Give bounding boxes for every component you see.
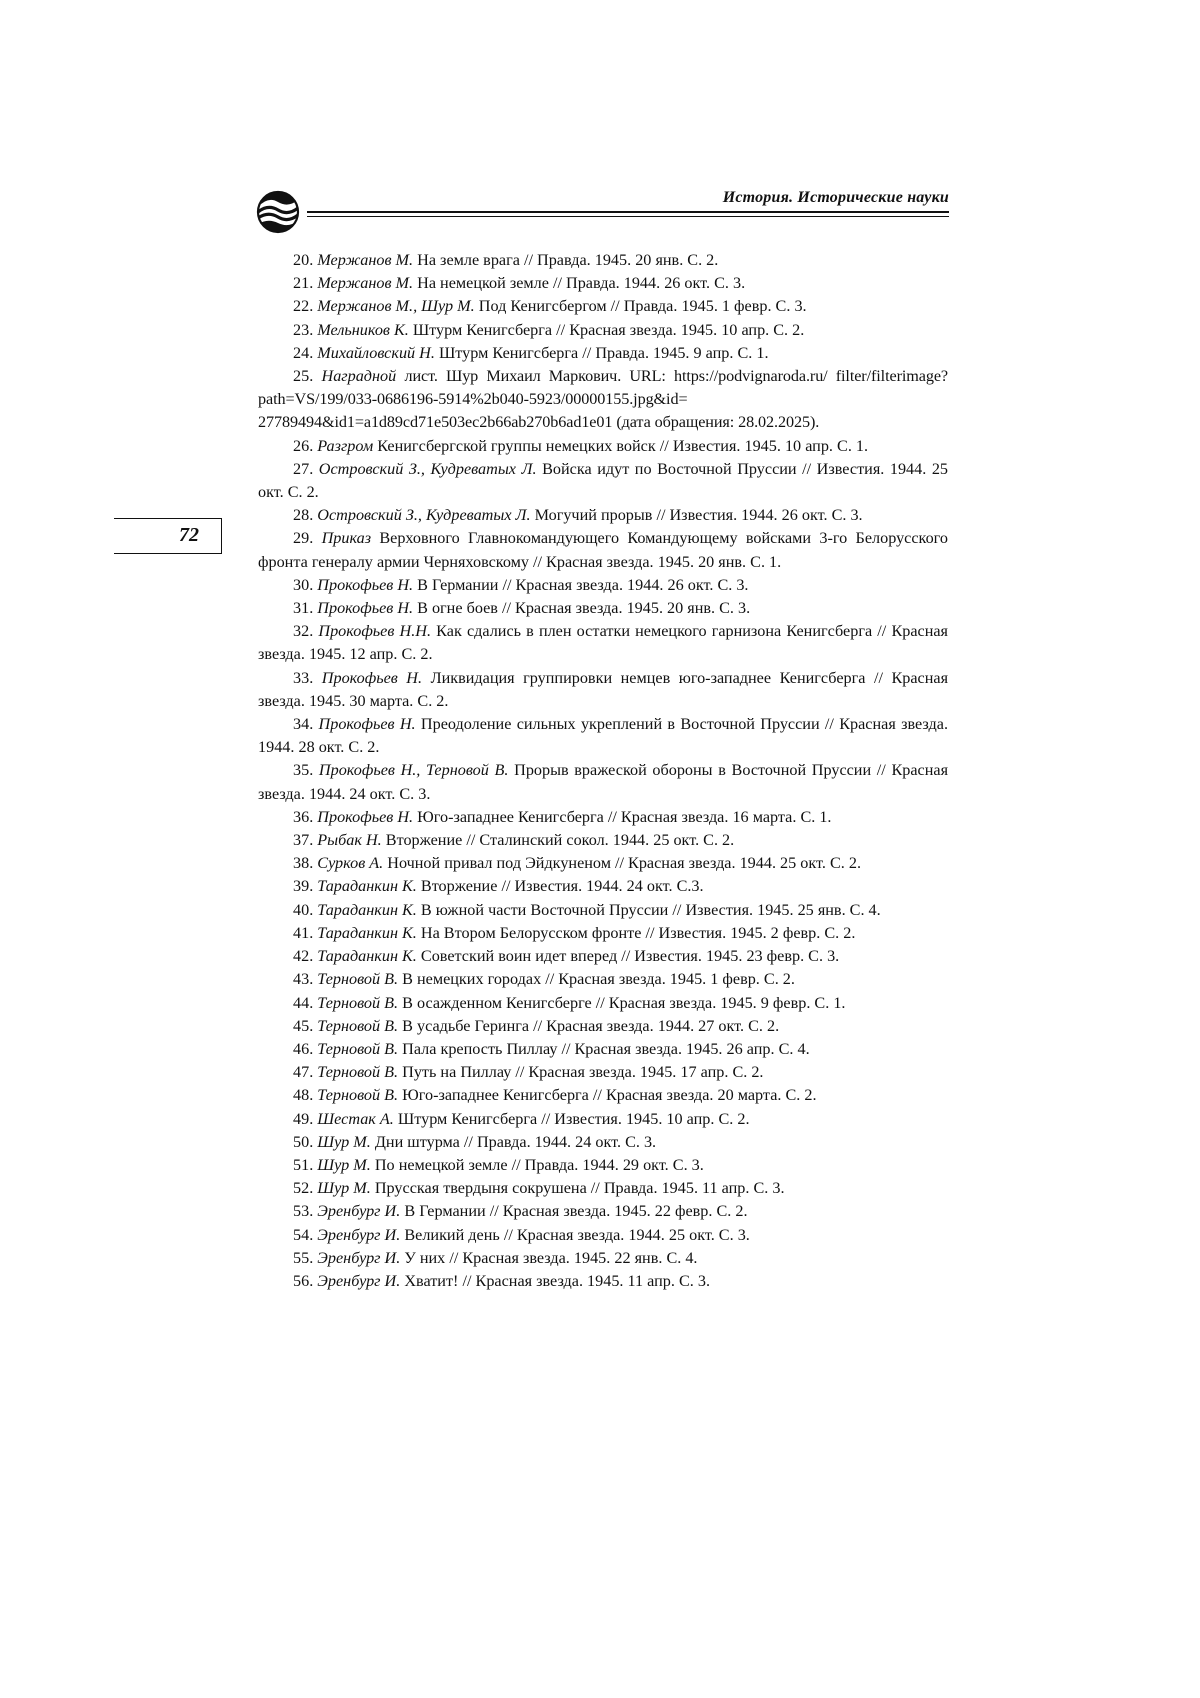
reference-author: Рыбак Н.: [317, 831, 382, 850]
reference-author: Эренбург И.: [317, 1202, 401, 1221]
reference-text: Юго-западнее Кенигсберга // Красная звезда. 16 марта. С. 1.: [417, 807, 832, 826]
reference-author: Терновой В.: [317, 1063, 399, 1082]
reference-text: Штурм Кенигсберга // Правда. 1945. 9 апр. С. 1.: [438, 343, 769, 362]
reference-author: Прокофьев Н.: [321, 668, 423, 687]
reference-item: [258, 992, 948, 1015]
reference-author: Островский З., Кудреватых Л.: [318, 459, 537, 478]
reference-item: [258, 945, 948, 968]
reference-item: [258, 319, 948, 342]
reference-author: Мержанов М.: [317, 251, 414, 269]
reference-author: Терновой В.: [317, 1039, 399, 1058]
reference-text: Прорыв вражеской обороны в Восточной Пруссии // Красная звезда. 1944. 24 окт. С. 3.: [258, 761, 949, 803]
reference-item: [258, 1224, 948, 1247]
reference-number: 30.: [293, 575, 314, 594]
reference-item: [258, 806, 948, 829]
reference-item: [258, 272, 948, 295]
reference-number: 55.: [293, 1248, 314, 1267]
reference-author: Разгром: [317, 436, 374, 455]
reference-number: 49.: [293, 1109, 314, 1128]
reference-text: Верховного Главнокомандующего Командующему войсками 3-го Белорусского фронта генералу армии Черняховскому // Красная звезда. 1945. 20 янв. С. 1.: [258, 529, 949, 571]
reference-text: Как сдались в плен остатки немецкого гарнизона Кенигсберга // Красная звезда. 1945. 12 апр. С. 2.: [258, 622, 949, 664]
reference-item: [258, 667, 948, 713]
page-number-box: [114, 518, 222, 554]
reference-author: Эренбург И.: [317, 1271, 401, 1290]
reference-number: 38.: [293, 854, 314, 873]
reference-text: Вторжение // Известия. 1944. 24 окт. С.3.: [420, 877, 704, 896]
reference-number: 29.: [293, 529, 314, 548]
reference-number: 33.: [293, 668, 314, 687]
reference-number: 23.: [293, 320, 314, 339]
reference-text: На немецкой земле // Правда. 1944. 26 окт. С. 3.: [417, 274, 746, 293]
reference-text: Штурм Кенигсберга // Известия. 1945. 10 апр. С. 2.: [397, 1109, 750, 1128]
reference-number: 24.: [293, 343, 314, 362]
reference-number: 25.: [293, 367, 314, 386]
reference-author: Сурков А.: [317, 854, 384, 873]
reference-author: Островский З., Кудреватых Л.: [317, 506, 531, 525]
reference-number: 41.: [293, 923, 314, 942]
reference-number: 45.: [293, 1016, 314, 1035]
page-number: 72: [179, 524, 199, 546]
reference-number: 52.: [293, 1179, 314, 1198]
reference-author: Шестак А.: [317, 1109, 394, 1128]
waves-circle-icon: [256, 190, 300, 234]
header-rule-thin: [307, 216, 949, 217]
reference-author: Мержанов М., Шур М.: [317, 297, 475, 316]
reference-number: 21.: [293, 274, 314, 293]
reference-number: 28.: [293, 506, 314, 525]
reference-item: [258, 1084, 948, 1107]
reference-author: Прокофьев Н.: [318, 715, 416, 734]
reference-author: Прокофьев Н.: [317, 575, 414, 594]
reference-text: Ночной привал под Эйдкуненом // Красная звезда. 1944. 25 окт. С. 2.: [387, 854, 862, 873]
reference-item: [258, 597, 948, 620]
reference-number: 37.: [293, 831, 314, 850]
reference-author: Наградной: [321, 367, 397, 386]
reference-number: 36.: [293, 807, 314, 826]
header-rule: [307, 211, 949, 213]
reference-item: [258, 295, 948, 318]
reference-item: [258, 713, 948, 759]
reference-number: 31.: [293, 599, 314, 618]
reference-item: [258, 1015, 948, 1038]
reference-item: [258, 620, 948, 666]
reference-author: Терновой В.: [317, 993, 399, 1012]
reference-number: 53.: [293, 1202, 314, 1221]
reference-number: 20.: [293, 251, 314, 269]
reference-item: [258, 1154, 948, 1177]
reference-author: Эренбург И.: [317, 1225, 401, 1244]
reference-item: [258, 435, 948, 458]
reference-text: Хватит! // Красная звезда. 1945. 11 апр. С. 3.: [404, 1271, 711, 1290]
reference-item: [258, 759, 948, 805]
reference-text: В осажденном Кенигсберге // Красная звезда. 1945. 9 февр. С. 1.: [402, 993, 846, 1012]
reference-author: Михайловский Н.: [317, 343, 435, 362]
reference-number: 34.: [293, 715, 314, 734]
reference-author: Тараданкин К.: [317, 923, 417, 942]
reference-author: Тараданкин К.: [317, 900, 417, 919]
reference-text: Советский воин идет вперед // Известия. 1945. 23 февр. С. 3.: [420, 947, 840, 966]
reference-text: Под Кенигсбергом // Правда. 1945. 1 февр. С. 3.: [478, 297, 807, 316]
reference-author: Прокофьев Н.: [317, 807, 414, 826]
reference-number: 48.: [293, 1086, 314, 1105]
reference-author: Прокофьев Н.: [317, 599, 414, 618]
reference-number: 26.: [293, 436, 314, 455]
reference-item: [258, 899, 948, 922]
reference-text: Юго-западнее Кенигсберга // Красная звезда. 20 марта. С. 2.: [402, 1086, 817, 1105]
reference-text: Дни штурма // Правда. 1944. 24 окт. С. 3.: [374, 1132, 657, 1151]
reference-text: В огне боев // Красная звезда. 1945. 20 янв. С. 3.: [417, 599, 751, 618]
reference-text: Могучий прорыв // Известия. 1944. 26 окт. С. 3.: [534, 506, 863, 525]
running-title: История. Исторические науки: [722, 189, 949, 206]
reference-number: 54.: [293, 1225, 314, 1244]
reference-item: [258, 527, 948, 573]
reference-author: Тараданкин К.: [317, 877, 417, 896]
reference-number: 51.: [293, 1155, 314, 1174]
reference-item: [258, 342, 948, 365]
reference-text: В южной части Восточной Пруссии // Известия. 1945. 25 янв. С. 4.: [420, 900, 881, 919]
reference-item: [258, 458, 948, 504]
reference-text: В усадьбе Геринга // Красная звезда. 1944. 27 окт. С. 2.: [402, 1016, 780, 1035]
reference-number: 47.: [293, 1063, 314, 1082]
reference-item: [258, 922, 948, 945]
reference-author: Прокофьев Н.Н.: [318, 622, 432, 641]
reference-number: 39.: [293, 877, 314, 896]
reference-number: 43.: [293, 970, 314, 989]
reference-text: По немецкой земле // Правда. 1944. 29 окт. С. 3.: [374, 1155, 704, 1174]
reference-text: Великий день // Красная звезда. 1944. 25 окт. С. 3.: [404, 1225, 750, 1244]
reference-author: Прокофьев Н., Терновой В.: [318, 761, 509, 780]
reference-item: [258, 1177, 948, 1200]
reference-text: На Втором Белорусском фронте // Известия. 1945. 2 февр. С. 2.: [420, 923, 856, 942]
reference-item: [258, 1061, 948, 1084]
reference-author: Тараданкин К.: [317, 947, 417, 966]
reference-author: Терновой В.: [317, 1016, 399, 1035]
reference-item: [258, 968, 948, 991]
reference-author: Терновой В.: [317, 1086, 399, 1105]
reference-item: [258, 1038, 948, 1061]
reference-text: Ликвидация группировки немцев юго-западнее Кенигсберга // Красная звезда. 1945. 30 марта. С. 2.: [258, 668, 949, 710]
reference-item: [258, 574, 948, 597]
reference-item: [258, 829, 948, 852]
reference-number: 56.: [293, 1271, 314, 1290]
reference-item: [258, 249, 948, 272]
reference-text: Пала крепость Пиллау // Красная звезда. 1945. 26 апр. С. 4.: [402, 1039, 810, 1058]
reference-text: Штурм Кенигсберга // Красная звезда. 1945. 10 апр. С. 2.: [412, 320, 805, 339]
reference-text: Войска идут по Восточной Пруссии // Известия. 1944. 25 окт. С. 2.: [258, 459, 949, 502]
reference-list: [258, 249, 948, 1293]
reference-number: 42.: [293, 947, 314, 966]
reference-number: 27.: [293, 459, 314, 478]
reference-item: [258, 1270, 948, 1293]
reference-author: Мержанов М.: [317, 274, 414, 293]
reference-author: Шур М.: [317, 1179, 371, 1198]
reference-text: У них // Красная звезда. 1945. 22 янв. С. 4.: [404, 1248, 698, 1267]
reference-number: 22.: [293, 297, 314, 316]
reference-text: В немецких городах // Красная звезда. 1945. 1 февр. С. 2.: [402, 970, 795, 989]
reference-text: В Германии // Красная звезда. 1945. 22 февр. С. 2.: [404, 1202, 748, 1221]
reference-text: На земле врага // Правда. 1945. 20 янв. С. 2.: [417, 251, 719, 269]
reference-item: [258, 1200, 948, 1223]
reference-item: [258, 504, 948, 527]
reference-number: 46.: [293, 1039, 314, 1058]
reference-author: Шур М.: [317, 1155, 371, 1174]
reference-text: В Германии // Красная звезда. 1944. 26 окт. С. 3.: [417, 575, 749, 594]
reference-item: [258, 1131, 948, 1154]
reference-text: Вторжение // Сталинский сокол. 1944. 25 окт. С. 2.: [385, 831, 735, 850]
reference-text: Кенигсбергской группы немецких войск // Известия. 1945. 10 апр. С. 1.: [377, 436, 869, 455]
reference-text: Преодоление сильных укреплений в Восточной Пруссии // Красная звезда. 1944. 28 окт. С. 2.: [258, 715, 948, 757]
reference-author: Эренбург И.: [317, 1248, 401, 1267]
reference-number: 50.: [293, 1132, 314, 1151]
reference-author: Шур М.: [317, 1132, 371, 1151]
reference-text: Прусская твердыня сокрушена // Правда. 1945. 11 апр. С. 3.: [374, 1179, 785, 1198]
reference-number: 32.: [293, 622, 314, 641]
reference-author: Приказ: [321, 529, 372, 548]
reference-author: Мельников К.: [317, 320, 409, 339]
reference-number: 40.: [293, 900, 314, 919]
reference-text: Путь на Пиллау // Красная звезда. 1945. 17 апр. С. 2.: [402, 1063, 764, 1082]
reference-item: [258, 1247, 948, 1270]
reference-number: 35.: [293, 761, 314, 780]
reference-author: Терновой В.: [317, 970, 399, 989]
reference-number: 44.: [293, 993, 314, 1012]
reference-item: [258, 365, 948, 435]
reference-text: лист. Шур Михаил Маркович. URL: https://podvignaroda.ru/ filter/filterimage?path=VS/199/033-0686196-5914%2b040-5923/00000155.jpg&id= 27789494&id1=a1d89cd71e503ec2b66ab270b6ad1e01 (дата обращения: 28.02.2025).: [258, 367, 948, 432]
reference-item: [258, 1108, 948, 1131]
reference-item: [258, 875, 948, 898]
reference-item: [258, 852, 948, 875]
